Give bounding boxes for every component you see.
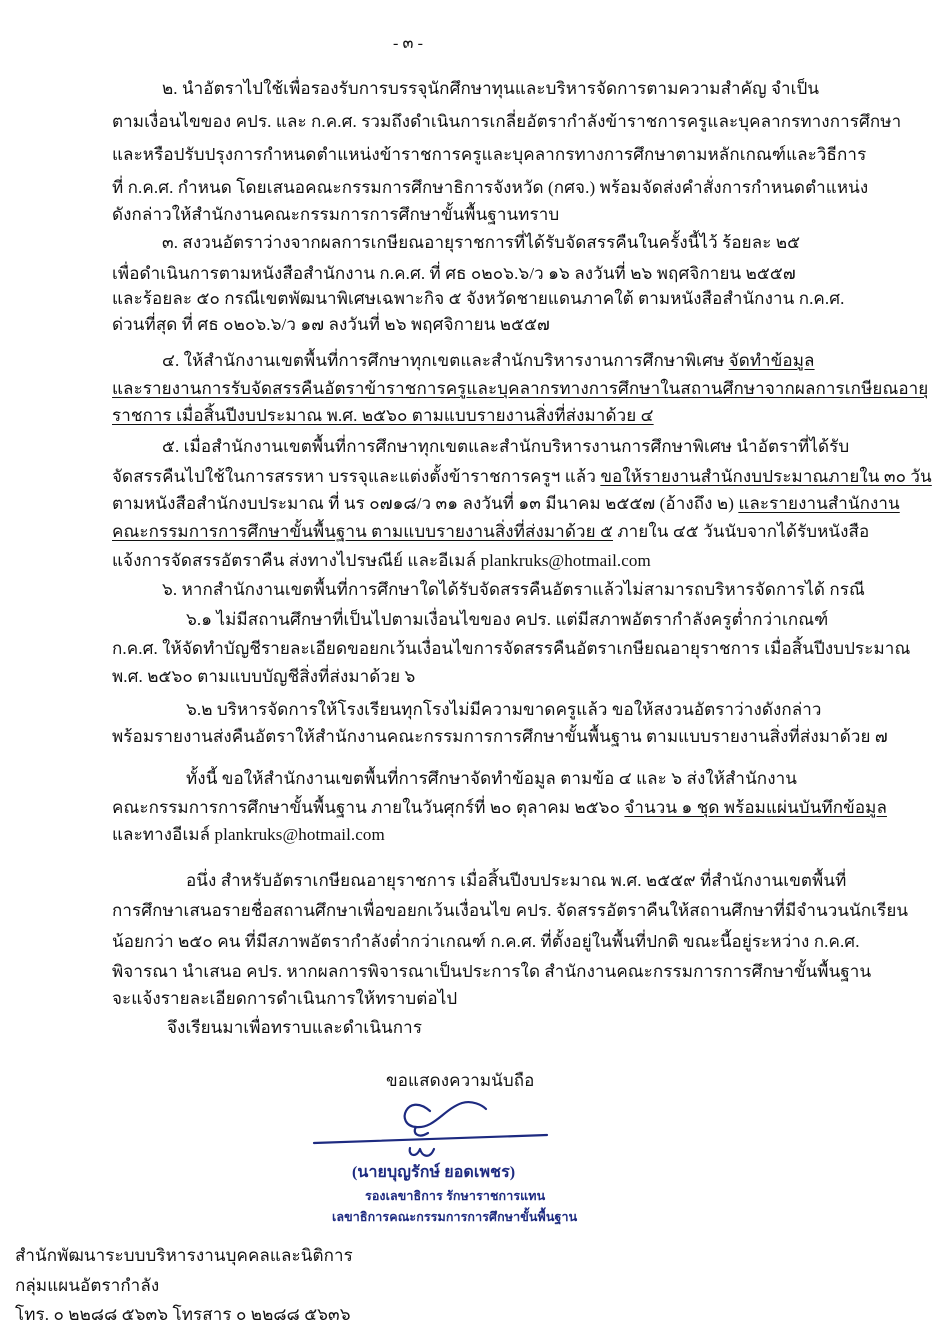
item-6-1-line: ก.ค.ศ. ให้จัดทำบัญชีรายละเอียดขอยกเว้นเงื่อนไขการจัดสรรคืนอัตราเกษียณอายุราชการ เมื่อสิ้นปีงบประมาณ bbox=[112, 639, 911, 658]
item-5-line bbox=[112, 520, 869, 544]
item-4-underlined-line: และรายงานการรับจัดสรรคืนอัตราข้าราชการครูและบุคลากรทางการศึกษาในสถานศึกษาจากผลการเกษียณอายุ bbox=[112, 379, 929, 398]
item-5-line bbox=[112, 492, 900, 516]
instruction-underlined-text: จำนวน ๑ ชุด พร้อมแผ่นบันทึกข้อมูล bbox=[624, 798, 887, 817]
item-2-line: ที่ ก.ค.ศ. กำหนด โดยเสนอคณะกรรมการศึกษาธิการจังหวัด (กศจ.) พร้อมจัดส่งคำสั่งการกำหนดตำแหน่ง bbox=[112, 178, 869, 197]
item-3-line: ด่วนที่สุด ที่ ศธ ๐๒๐๖.๖/ว ๑๗ ลงวันที่ ๒๖ พฤศจิกายน ๒๕๕๗ bbox=[112, 315, 550, 334]
item-6-line: ๖. หากสำนักงานเขตพื้นที่การศึกษาใดได้รับจัดสรรคืนอัตราแล้วไม่สามารถบริหารจัดการได้ กรณี bbox=[162, 580, 865, 599]
page-number: - ๓ - bbox=[393, 35, 424, 52]
item-5-line: แจ้งการจัดสรรอัตราคืน ส่งทางไปรษณีย์ และอีเมล์ plankruks@hotmail.com bbox=[112, 551, 651, 570]
signatory-name: (นายบุญรักษ์ ยอดเพชร) bbox=[352, 1164, 516, 1181]
note-line: น้อยกว่า ๒๕๐ คน ที่มีสภาพอัตรากำลังต่ำกว่าเกณฑ์ ก.ค.ศ. ที่ตั้งอยู่ในพื้นที่ปกติ ขณะนี้อยู่ระหว่าง ก.ค.ศ. bbox=[112, 932, 860, 951]
footer-office: สำนักพัฒนาระบบบริหารงานบุคคลและนิติการ bbox=[15, 1246, 353, 1265]
item-5-line bbox=[112, 465, 932, 489]
instruction-line: ทั้งนี้ ขอให้สำนักงานเขตพื้นที่การศึกษาจัดทำข้อมูล ตามข้อ ๔ และ ๖ ส่งให้สำนักงาน bbox=[186, 769, 797, 788]
instruction-line bbox=[112, 796, 887, 820]
item-2-line: และหรือปรับปรุงการกำหนดตำแหน่งข้าราชการครูและบุคลากรทางการศึกษาตามหลักเกณฑ์และวิธีการ bbox=[112, 145, 867, 164]
item-4-underlined-text: จัดทำข้อมูล bbox=[728, 351, 815, 370]
item-6-1-line: ๖.๑ ไม่มีสถานศึกษาที่เป็นไปตามเงื่อนไขของ คปร. แต่มีสภาพอัตรากำลังครูต่ำกว่าเกณฑ์ bbox=[186, 610, 829, 629]
item-5-text: ตามหนังสือสำนักงบประมาณ ที่ นร ๐๗๑๘/ว ๓๑ ลงวันที่ ๑๓ มีนาคม ๒๕๕๗ (อ้างถึง ๒) bbox=[112, 494, 739, 513]
item-5-text: ภายใน ๔๕ วันนับจากได้รับหนังสือ bbox=[613, 522, 870, 541]
item-6-2-line: พร้อมรายงานส่งคืนอัตราให้สำนักงานคณะกรรมการการศึกษาขั้นพื้นฐาน ตามแบบรายงานสิ่งที่ส่งมาด้วย ๗ bbox=[112, 727, 888, 746]
note-line: อนึ่ง สำหรับอัตราเกษียณอายุราชการ เมื่อสิ้นปีงบประมาณ พ.ศ. ๒๕๕๙ ที่สำนักงานเขตพื้นที่ bbox=[186, 871, 847, 890]
closing-line: จึงเรียนมาเพื่อทราบและดำเนินการ bbox=[167, 1018, 423, 1037]
note-line: จะแจ้งรายละเอียดการดำเนินการให้ทราบต่อไป bbox=[112, 989, 458, 1008]
item-2-line: ตามเงื่อนไขของ คปร. และ ก.ค.ศ. รวมถึงดำเนินการเกลี่ยอัตรากำลังข้าราชการครูและบุคลากรทางการศึกษา bbox=[112, 112, 902, 131]
footer-group: กลุ่มแผนอัตรากำลัง bbox=[15, 1276, 160, 1295]
item-5-line: ๕. เมื่อสำนักงานเขตพื้นที่การศึกษาทุกเขตและสำนักบริหารงานการศึกษาพิเศษ นำอัตราที่ได้รับ bbox=[162, 437, 850, 456]
item-3-line: ๓. สงวนอัตราว่างจากผลการเกษียณอายุราชการที่ได้รับจัดสรรคืนในครั้งนี้ไว้ ร้อยละ ๒๕ bbox=[162, 233, 801, 252]
item-4-text: ๔. ให้สำนักงานเขตพื้นที่การศึกษาทุกเขตและสำนักบริหารงานการศึกษาพิเศษ bbox=[162, 351, 729, 370]
item-3-line: เพื่อดำเนินการตามหนังสือสำนักงาน ก.ค.ศ. ที่ ศธ ๐๒๐๖.๖/ว ๑๖ ลงวันที่ ๒๖ พฤศจิกายน ๒๕๕๗ bbox=[112, 264, 796, 283]
instruction-line: และทางอีเมล์ plankruks@hotmail.com bbox=[112, 825, 385, 844]
item-2-line: ดังกล่าวให้สำนักงานคณะกรรมการการศึกษาขั้นพื้นฐานทราบ bbox=[112, 205, 560, 224]
note-line: การศึกษาเสนอรายชื่อสถานศึกษาเพื่อขอยกเว้นเงื่อนไข คปร. จัดสรรอัตราคืนให้สถานศึกษาที่มีจำนวนนักเรียน bbox=[112, 901, 909, 920]
item-5-underlined-text: และรายงานสำนักงาน bbox=[738, 494, 900, 513]
handwritten-signature bbox=[312, 1085, 552, 1165]
footer-phone: โทร. ๐ ๒๒๘๘ ๕๖๓๖ โทรสาร ๐ ๒๒๘๘ ๕๖๓๖ bbox=[15, 1305, 351, 1324]
item-3-line: และร้อยละ ๕๐ กรณีเขตพัฒนาพิเศษเฉพาะกิจ ๕ จังหวัดชายแดนภาคใต้ ตามหนังสือสำนักงาน ก.ค.ศ. bbox=[112, 289, 845, 308]
item-4-line bbox=[162, 349, 815, 373]
item-5-text: จัดสรรคืนไปใช้ในการสรรหา บรรจุและแต่งตั้งข้าราชการครูฯ แล้ว bbox=[112, 467, 601, 486]
item-6-2-line: ๖.๒ บริหารจัดการให้โรงเรียนทุกโรงไม่มีความขาดครูแล้ว ขอให้สงวนอัตราว่างดังกล่าว bbox=[186, 700, 822, 719]
instruction-text: คณะกรรมการการศึกษาขั้นพื้นฐาน ภายในวันศุกร์ที่ ๒๐ ตุลาคม ๒๕๖๐ bbox=[112, 798, 625, 817]
item-2-line: ๒. นำอัตราไปใช้เพื่อรองรับการบรรจุนักศึกษาทุนและบริหารจัดการตามความสำคัญ จำเป็น bbox=[162, 79, 820, 98]
note-line: พิจารณา นำเสนอ คปร. หากผลการพิจารณาเป็นประการใด สำนักงานคณะกรรมการการศึกษาขั้นพื้นฐาน bbox=[112, 962, 872, 981]
item-4-underlined-line: ราชการ เมื่อสิ้นปีงบประมาณ พ.ศ. ๒๕๖๐ ตามแบบรายงานสิ่งที่ส่งมาด้วย ๔ bbox=[112, 406, 654, 425]
item-6-1-line: พ.ศ. ๒๕๖๐ ตามแบบบัญชีสิ่งที่ส่งมาด้วย ๖ bbox=[112, 667, 416, 686]
signatory-position: เลขาธิการคณะกรรมการการศึกษาขั้นพื้นฐาน bbox=[332, 1210, 578, 1224]
item-5-underlined-text: คณะกรรมการการศึกษาขั้นพื้นฐาน ตามแบบรายงานสิ่งที่ส่งมาด้วย ๕ bbox=[112, 522, 613, 541]
signatory-position: รองเลขาธิการ รักษาราชการแทน bbox=[365, 1189, 546, 1203]
item-5-underlined-text: ขอให้รายงานสำนักงบประมาณภายใน ๓๐ วัน bbox=[600, 467, 932, 486]
regards-line: ขอแสดงความนับถือ bbox=[386, 1071, 535, 1090]
